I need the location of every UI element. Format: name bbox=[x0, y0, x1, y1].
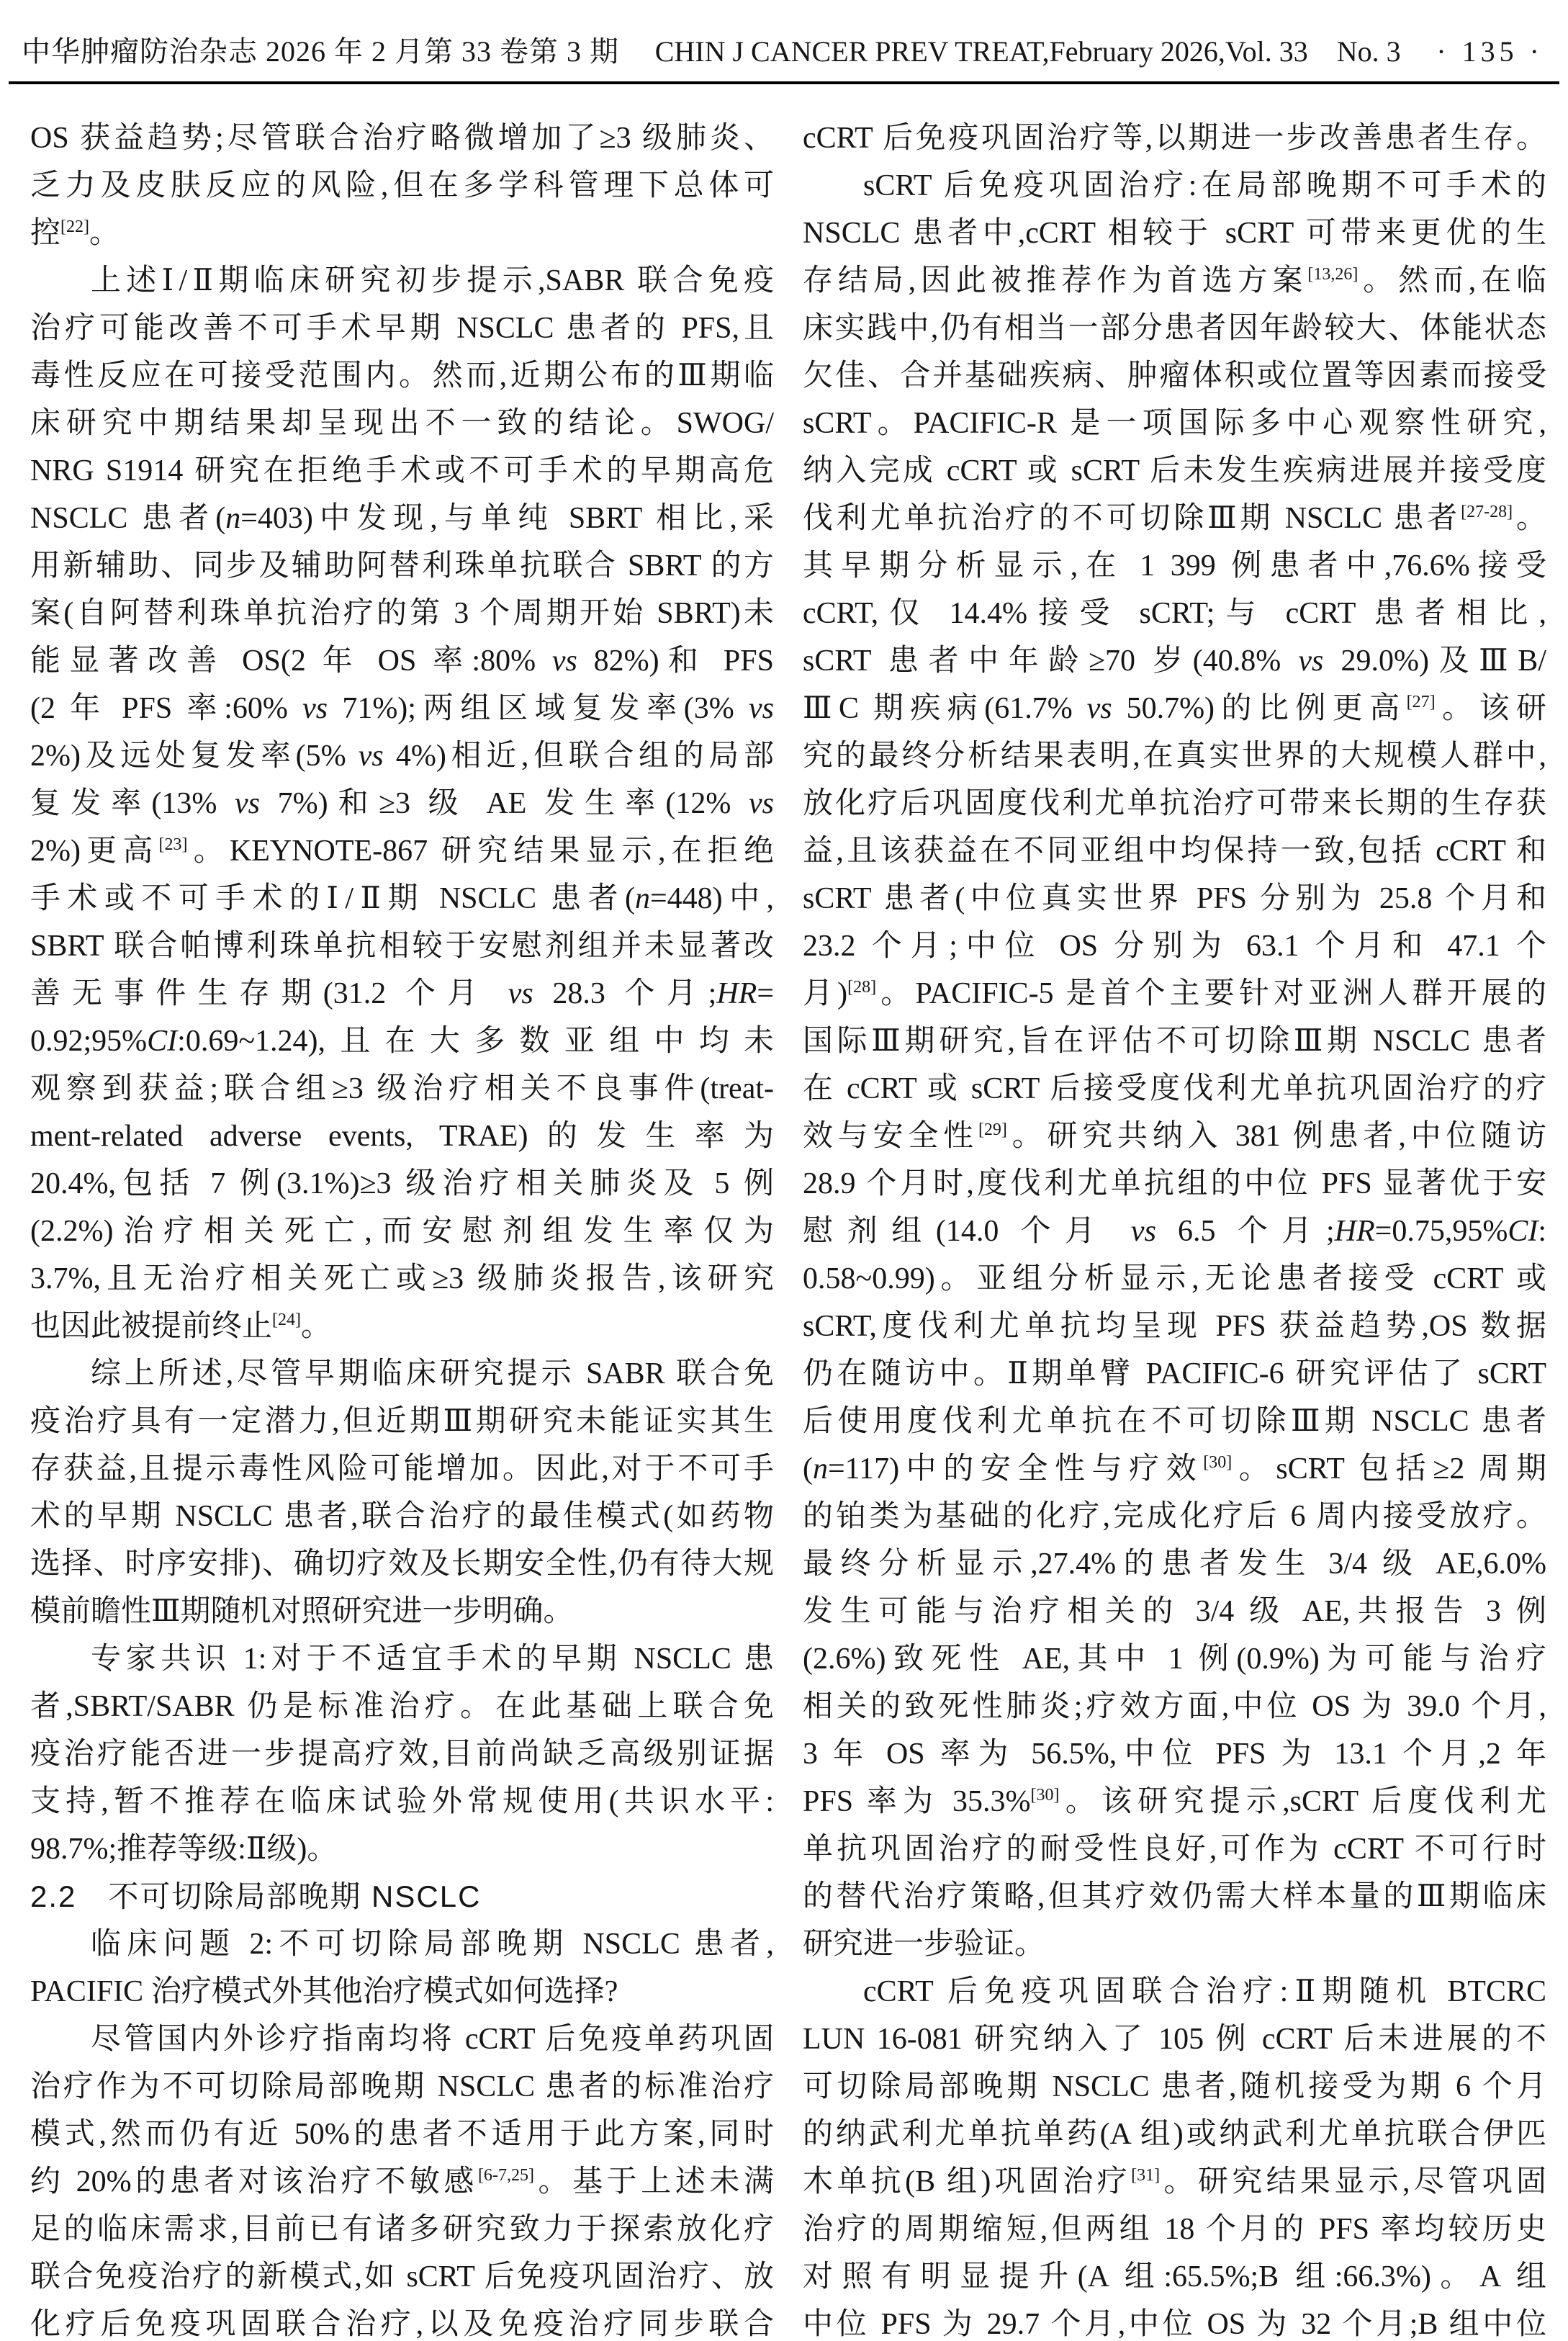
text-line: 案(自阿替利珠单抗治疗的第 3 个周期开始 SBRT)未 bbox=[30, 597, 774, 630]
text-line: 用新辅助、同步及辅助阿替利珠单抗联合 SBRT 的方 bbox=[30, 549, 774, 583]
italic-term: HR bbox=[716, 977, 757, 1010]
italic-term: vs bbox=[551, 644, 577, 678]
text-line: 模前瞻性Ⅲ期随机对照研究进一步明确。 bbox=[30, 1595, 574, 1628]
reference-superscript: [6-7,25] bbox=[477, 2166, 534, 2185]
text-line: (2 年 PFS 率:60% vs 71%);两组区域复发率(3% vs bbox=[30, 692, 774, 725]
text-line: 临床问题 2:不可切除局部晚期 NSCLC 患者, bbox=[91, 1928, 774, 1961]
text-line: 23.2 个月;中位 OS 分别为 63.1 个月和 47.1 个 bbox=[803, 930, 1546, 963]
text-line: 支持,暂不推荐在临床试验外常规使用(共识水平: bbox=[30, 1785, 774, 1818]
italic-term: CI bbox=[147, 1025, 178, 1058]
text-line: cCRT 后免疫巩固联合治疗:Ⅱ期随机 BTCRC bbox=[863, 1975, 1546, 2008]
text-line: 最终分析显示,27.4%的患者发生 3/4 级 AE,6.0% bbox=[803, 1547, 1546, 1581]
text-line: 益,且该获益在不同亚组中均保持一致,包括 cCRT 和 bbox=[803, 835, 1546, 868]
reference-superscript: [22] bbox=[60, 217, 89, 236]
text-line: 毒性反应在可接受范围内。然而,近期公布的Ⅲ期临 bbox=[30, 359, 774, 392]
reference-superscript: [30] bbox=[1030, 1786, 1060, 1805]
text-line: 发生可能与治疗相关的 3/4 级 AE,共报告 3 例 bbox=[803, 1595, 1546, 1628]
reference-superscript: [29] bbox=[978, 1120, 1007, 1139]
text-line: 控[22]。 bbox=[30, 217, 120, 250]
text-line: 后使用度伐利尤单抗在不可切除Ⅲ期 NSCLC 患者 bbox=[803, 1405, 1546, 1438]
reference-superscript: [24] bbox=[272, 1311, 301, 1329]
text-line: 观察到获益;联合组≥3 级治疗相关不良事件(treat- bbox=[30, 1072, 774, 1105]
text-line: 慰剂组(14.0 个月 vs 6.5 个月;HR=0.75,95%CI: bbox=[803, 1215, 1546, 1248]
text-line: 尽管国内外诊疗指南均将 cCRT 后免疫单药巩固 bbox=[91, 2023, 774, 2056]
italic-term: HR bbox=[1334, 1215, 1375, 1248]
text-line: 化疗后免疫巩固联合治疗,以及免疫治疗同步联合 bbox=[30, 2308, 774, 2341]
text-line: 也因此被提前终止[24]。 bbox=[30, 1310, 332, 1343]
text-line: 约 20%的患者对该治疗不敏感[6-7,25]。基于上述未满 bbox=[30, 2165, 774, 2198]
text-line: NRG S1914 研究在拒绝手术或不可手术的早期高危 bbox=[30, 454, 774, 487]
text-line: 治疗可能改善不可手术早期 NSCLC 患者的 PFS,且 bbox=[30, 312, 774, 345]
text-line: 在 cCRT 或 sCRT 后接受度伐利尤单抗巩固治疗的疗 bbox=[803, 1072, 1546, 1105]
text-line: (n=117)中的安全性与疗效[30]。sCRT 包括≥2 周期 bbox=[803, 1452, 1546, 1486]
journal-title-chinese: 中华肿瘤防治杂志 2026 年 2 月第 33 卷第 3 期 bbox=[22, 35, 619, 68]
reference-superscript: [30] bbox=[1203, 1453, 1233, 1472]
italic-term: vs bbox=[235, 787, 261, 820]
reference-superscript: [27-28] bbox=[1461, 503, 1513, 521]
text-line: 乏力及皮肤反应的风险,但在多学科管理下总体可 bbox=[30, 169, 774, 202]
text-line: cCRT,仅 14.4%接受 sCRT;与 cCRT 患者相比, bbox=[803, 597, 1546, 630]
page-header bbox=[0, 0, 1568, 70]
text-line: 床研究中期结果却呈现出不一致的结论。SWOG/ bbox=[30, 407, 774, 440]
text-line: sCRT 后免疫巩固治疗:在局部晚期不可手术的 bbox=[863, 169, 1546, 202]
text-line: 木单抗(B 组)巩固治疗[31]。研究结果显示,尽管巩固 bbox=[803, 2165, 1546, 2198]
italic-term: vs bbox=[302, 692, 328, 725]
text-line: ment-related adverse events, TRAE)的发生率为 bbox=[30, 1120, 774, 1153]
text-line: 的替代治疗策略,但其疗效仍需大样本量的Ⅲ期临床 bbox=[803, 1880, 1546, 1913]
text-line: sCRT。PACIFIC-R 是一项国际多中心观察性研究, bbox=[803, 407, 1546, 440]
text-line: 存获益,且提示毒性风险可能增加。因此,对于不可手 bbox=[30, 1452, 774, 1486]
reference-superscript: [31] bbox=[1131, 2166, 1161, 2185]
text-line: SBRT 联合帕博利珠单抗相较于安慰剂组并未显著改 bbox=[30, 930, 774, 963]
text-line: NSCLC 患者(n=403)中发现,与单纯 SBRT 相比,采 bbox=[30, 502, 774, 535]
text-line: 28.9 个月时,度伐利尤单抗组的中位 PFS 显著优于安 bbox=[803, 1167, 1546, 1200]
reference-superscript: [23] bbox=[158, 835, 188, 854]
text-line: 者,SBRT/SABR 仍是标准治疗。在此基础上联合免 bbox=[30, 1690, 774, 1723]
text-line: sCRT,度伐利尤单抗均呈现 PFS 获益趋势,OS 数据 bbox=[803, 1310, 1546, 1343]
text-line: 上述Ⅰ/Ⅱ期临床研究初步提示,SABR 联合免疫 bbox=[91, 264, 774, 297]
text-line: 治疗的周期缩短,但两组 18 个月的 PFS 率均较历史 bbox=[803, 2213, 1546, 2246]
text-line: 可切除局部晚期 NSCLC 患者,随机接受为期 6 个月 bbox=[803, 2070, 1546, 2103]
text-line: (2.2%)治疗相关死亡,而安慰剂组发生率仅为 bbox=[30, 1215, 774, 1248]
text-line: PFS 率为 35.3%[30]。该研究提示,sCRT 后度伐利尤 bbox=[803, 1785, 1546, 1818]
italic-term: vs bbox=[358, 740, 384, 773]
text-line: 0.92;95%CI:0.69~1.24),且在大多数亚组中均未 bbox=[30, 1025, 774, 1058]
reference-superscript: [13,26] bbox=[1307, 265, 1359, 284]
journal-title-english: CHIN J CANCER PREV TREAT,February 2026,Vol. 33 No. 3 bbox=[654, 35, 1401, 68]
text-line: 术的早期 NSCLC 患者,联合治疗的最佳模式(如药物 bbox=[30, 1500, 774, 1533]
reference-superscript: [28] bbox=[847, 978, 877, 997]
text-line: 疫治疗具有一定潜力,但近期Ⅲ期研究未能证实其生 bbox=[30, 1405, 774, 1438]
page-number: · 135 · bbox=[1436, 35, 1544, 68]
text-line: 2%)更高[23]。KEYNOTE-867 研究结果显示,在拒绝 bbox=[30, 835, 774, 868]
text-line: (2.6%)致死性 AE,其中 1 例(0.9%)为可能与治疗 bbox=[803, 1643, 1546, 1676]
italic-term: vs bbox=[1298, 644, 1324, 678]
text-line: 欠佳、合并基础疾病、肿瘤体积或位置等因素而接受 bbox=[803, 359, 1546, 392]
text-line: 效与安全性[29]。研究共纳入 381 例患者,中位随访 bbox=[803, 1120, 1546, 1153]
italic-term: vs bbox=[1130, 1215, 1156, 1248]
text-line: 单抗巩固治疗的耐受性良好,可作为 cCRT 不可行时 bbox=[803, 1833, 1546, 1866]
text-line: cCRT 后免疫巩固治疗等,以期进一步改善患者生存。 bbox=[803, 122, 1546, 155]
text-line: 选择、时序安排)、确切疗效及长期安全性,仍有待大规 bbox=[30, 1547, 774, 1581]
text-line: 对照有明显提升(A 组:65.5%;B 组:66.3%)。A 组 bbox=[803, 2260, 1546, 2293]
text-line: 模式,然而仍有近 50%的患者不适用于此方案,同时 bbox=[30, 2118, 774, 2151]
italic-term: n bbox=[225, 502, 241, 535]
text-line: 足的临床需求,目前已有诸多研究致力于探索放化疗 bbox=[30, 2213, 774, 2246]
text-line: sCRT 患者中年龄≥70 岁(40.8% vs 29.0%)及ⅢB/ bbox=[803, 644, 1546, 678]
text-line: 疫治疗能否进一步提高疗效,目前尚缺乏高级别证据 bbox=[30, 1738, 774, 1771]
text-line: 手术或不可手术的Ⅰ/Ⅱ期 NSCLC 患者(n=448)中, bbox=[30, 882, 774, 915]
section-heading: 2.2 不可切除局部晚期 NSCLC bbox=[30, 1879, 482, 1913]
text-line: 善无事件生存期(31.2 个月 vs 28.3 个月;HR= bbox=[30, 977, 774, 1010]
text-line: 其早期分析显示,在 1 399 例患者中,76.6%接受 bbox=[803, 549, 1546, 583]
text-line: ⅢC 期疾病(61.7% vs 50.7%)的比例更高[27]。该研 bbox=[803, 692, 1546, 725]
text-line: 研究进一步验证。 bbox=[803, 1928, 1045, 1961]
column-left bbox=[30, 114, 774, 2341]
italic-term: vs bbox=[508, 977, 533, 1010]
text-line: 月)[28]。PACIFIC-5 是首个主要针对亚洲人群开展的 bbox=[803, 977, 1546, 1010]
text-line: 中位 PFS 为 29.7 个月,中位 OS 为 32 个月;B 组中位 bbox=[803, 2308, 1546, 2341]
reference-superscript: [27] bbox=[1406, 693, 1436, 711]
text-line: 治疗作为不可切除局部晚期 NSCLC 患者的标准治疗 bbox=[30, 2070, 774, 2103]
text-line: 存结局,因此被推荐作为首选方案[13,26]。然而,在临 bbox=[803, 264, 1546, 297]
text-line: 综上所述,尽管早期临床研究提示 SABR 联合免 bbox=[91, 1357, 774, 1390]
text-line: 能显著改善 OS(2 年 OS 率:80% vs 82%)和 PFS bbox=[30, 644, 774, 678]
text-line: 纳入完成 cCRT 或 sCRT 后未发生疾病进展并接受度 bbox=[803, 454, 1546, 487]
text-line: 复发率(13% vs 7%)和≥3 级 AE 发生率(12% vs bbox=[30, 787, 774, 820]
italic-term: n bbox=[634, 882, 650, 915]
text-line: 98.7%;推荐等级:Ⅱ级)。 bbox=[30, 1833, 338, 1866]
text-line: 的纳武利尤单抗单药(A 组)或纳武利尤单抗联合伊匹 bbox=[803, 2118, 1546, 2151]
text-line: 伐利尤单抗治疗的不可切除Ⅲ期 NSCLC 患者[27-28]。 bbox=[803, 502, 1546, 535]
text-line: 3.7%,且无治疗相关死亡或≥3 级肺炎报告,该研究 bbox=[30, 1262, 774, 1295]
italic-term: n bbox=[813, 1452, 828, 1486]
text-line: sCRT 患者(中位真实世界 PFS 分别为 25.8 个月和 bbox=[803, 882, 1546, 915]
article-body bbox=[0, 84, 1568, 2341]
text-line: 0.58~0.99)。亚组分析显示,无论患者接受 cCRT 或 bbox=[803, 1262, 1546, 1295]
italic-term: vs bbox=[1086, 692, 1112, 725]
text-line: PACIFIC 治疗模式外其他治疗模式如何选择? bbox=[30, 1975, 618, 2008]
text-line: 国际Ⅲ期研究,旨在评估不可切除Ⅲ期 NSCLC 患者 bbox=[803, 1025, 1546, 1058]
text-line: 仍在随访中。Ⅱ期单臂 PACIFIC-6 研究评估了 sCRT bbox=[803, 1357, 1546, 1390]
text-line: NSCLC 患者中,cCRT 相较于 sCRT 可带来更优的生 bbox=[803, 217, 1546, 250]
column-right bbox=[803, 114, 1546, 2341]
text-line: 放化疗后巩固度伐利尤单抗治疗可带来长期的生存获 bbox=[803, 787, 1546, 820]
text-line: OS 获益趋势;尽管联合治疗略微增加了≥3 级肺炎、 bbox=[30, 122, 774, 155]
text-line: 3 年 OS 率为 56.5%,中位 PFS 为 13.1 个月,2 年 bbox=[803, 1738, 1546, 1771]
text-line: 床实践中,仍有相当一部分患者因年龄较大、体能状态 bbox=[803, 312, 1546, 345]
text-line: 联合免疫治疗的新模式,如 sCRT 后免疫巩固治疗、放 bbox=[30, 2260, 774, 2293]
text-line: LUN 16-081 研究纳入了 105 例 cCRT 后未进展的不 bbox=[803, 2023, 1546, 2056]
text-line: 究的最终分析结果表明,在真实世界的大规模人群中, bbox=[803, 740, 1546, 773]
italic-term: vs bbox=[749, 692, 774, 725]
italic-term: vs bbox=[749, 787, 774, 820]
text-line: 20.4%,包括 7 例(3.1%)≥3 级治疗相关肺炎及 5 例 bbox=[30, 1167, 774, 1200]
italic-term: CI bbox=[1508, 1215, 1538, 1248]
text-line: 的铂类为基础的化疗,完成化疗后 6 周内接受放疗。 bbox=[803, 1500, 1546, 1533]
text-line: 专家共识 1:对于不适宜手术的早期 NSCLC 患 bbox=[91, 1643, 774, 1676]
text-line: 相关的致死性肺炎;疗效方面,中位 OS 为 39.0 个月, bbox=[803, 1690, 1546, 1723]
text-line: 2%)及远处复发率(5% vs 4%)相近,但联合组的局部 bbox=[30, 740, 774, 773]
